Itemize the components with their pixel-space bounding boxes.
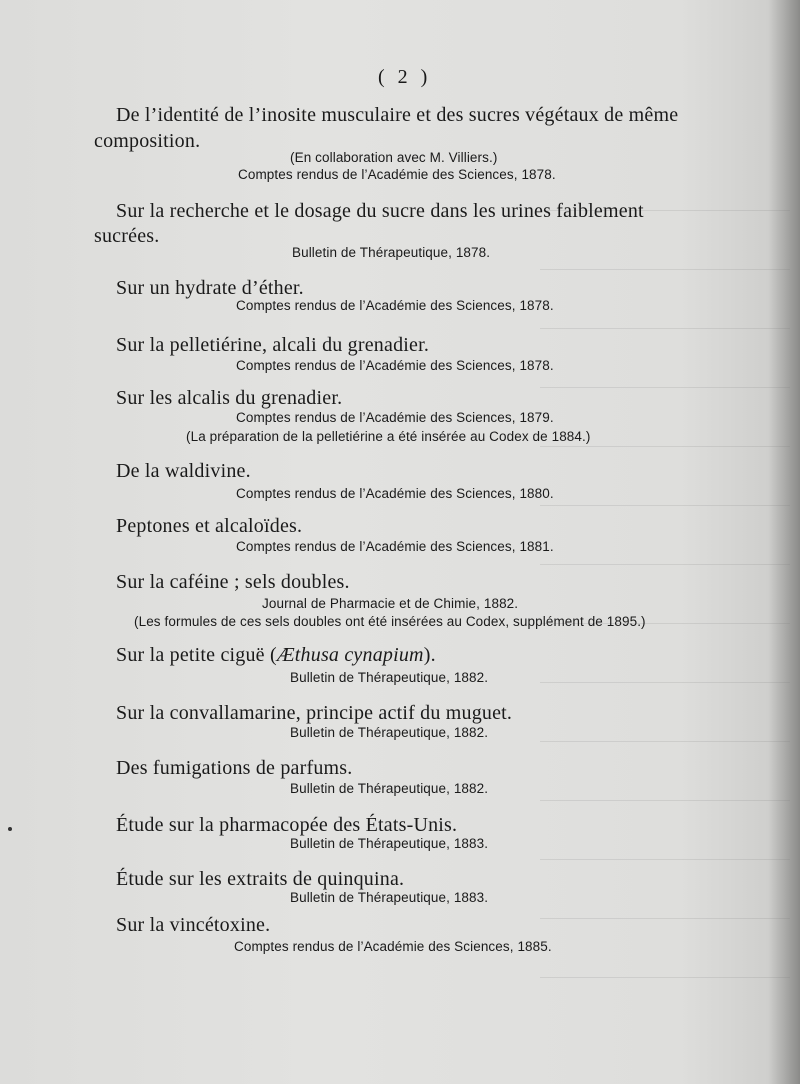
entry-title: Peptones et alcaloïdes. — [116, 515, 303, 537]
entry-ref: (Les formules de ces sels doubles ont été insérées au Codex, supplément de 1895.) — [134, 614, 646, 629]
entry-title: Étude sur la pharmacopée des États-Unis. — [116, 814, 458, 836]
entry-ref: Comptes rendus de l’Académie des Sciences, 1881. — [236, 539, 554, 554]
entry-ref: (La préparation de la pelletiérine a été insérée au Codex de 1884.) — [186, 429, 591, 444]
entry-title: Sur la convallamarine, principe actif du muguet. — [116, 702, 513, 724]
entry-title: Étude sur les extraits de quinquina. — [116, 868, 405, 890]
entry-ref: Comptes rendus de l’Académie des Sciences, 1880. — [236, 486, 554, 501]
ink-speck — [8, 827, 12, 831]
entry-ref: Bulletin de Thérapeutique, 1882. — [290, 670, 489, 685]
entry-ref: Comptes rendus de l’Académie des Sciences, 1878. — [236, 358, 554, 373]
entry-ref: Bulletin de Thérapeutique, 1882. — [290, 725, 489, 740]
entry-title-end: ). — [423, 644, 436, 666]
entry-ref: Bulletin de Thérapeutique, 1878. — [292, 245, 491, 260]
entry-title: De l’identité de l’inosite musculaire et des sucres végétaux de même — [116, 104, 679, 126]
entry-title-italic: Æthusa cynapium — [276, 644, 424, 666]
entry-title: Sur un hydrate d’éther. — [116, 277, 304, 299]
page-number: ( 2 ) — [378, 66, 432, 88]
entry-ref: Bulletin de Thérapeutique, 1883. — [290, 836, 489, 851]
entry-title: Sur la caféine ; sels doubles. — [116, 571, 350, 593]
entry-title: Sur la recherche et le dosage du sucre dans les urines faiblement — [116, 200, 644, 222]
entry-ref: Bulletin de Thérapeutique, 1883. — [290, 890, 489, 905]
entry-ref: Bulletin de Thérapeutique, 1882. — [290, 781, 489, 796]
entry-title-text: Sur la petite ciguë ( — [116, 644, 277, 666]
entry-ref: (En collaboration avec M. Villiers.) — [290, 150, 498, 165]
entry-ref: Journal de Pharmacie et de Chimie, 1882. — [262, 596, 519, 611]
entry-title: Des fumigations de parfums. — [116, 757, 353, 779]
entry-title-cont: composition. — [94, 130, 201, 152]
entry-title: Sur la vincétoxine. — [116, 914, 271, 936]
entry-title-cont: sucrées. — [94, 225, 160, 247]
entry-title: Sur les alcalis du grenadier. — [116, 387, 343, 409]
entry-title: Sur la pelletiérine, alcali du grenadier. — [116, 334, 430, 356]
entry-ref: Comptes rendus de l’Académie des Sciences, 1879. — [236, 410, 554, 425]
entry-title — [116, 642, 436, 668]
entry-ref: Comptes rendus de l’Académie des Sciences, 1878. — [238, 167, 556, 182]
entry-ref: Comptes rendus de l’Académie des Sciences, 1885. — [234, 939, 552, 954]
bleed-through — [540, 170, 790, 990]
entry-ref: Comptes rendus de l’Académie des Sciences, 1878. — [236, 298, 554, 313]
entry-title: De la waldivine. — [116, 460, 251, 482]
